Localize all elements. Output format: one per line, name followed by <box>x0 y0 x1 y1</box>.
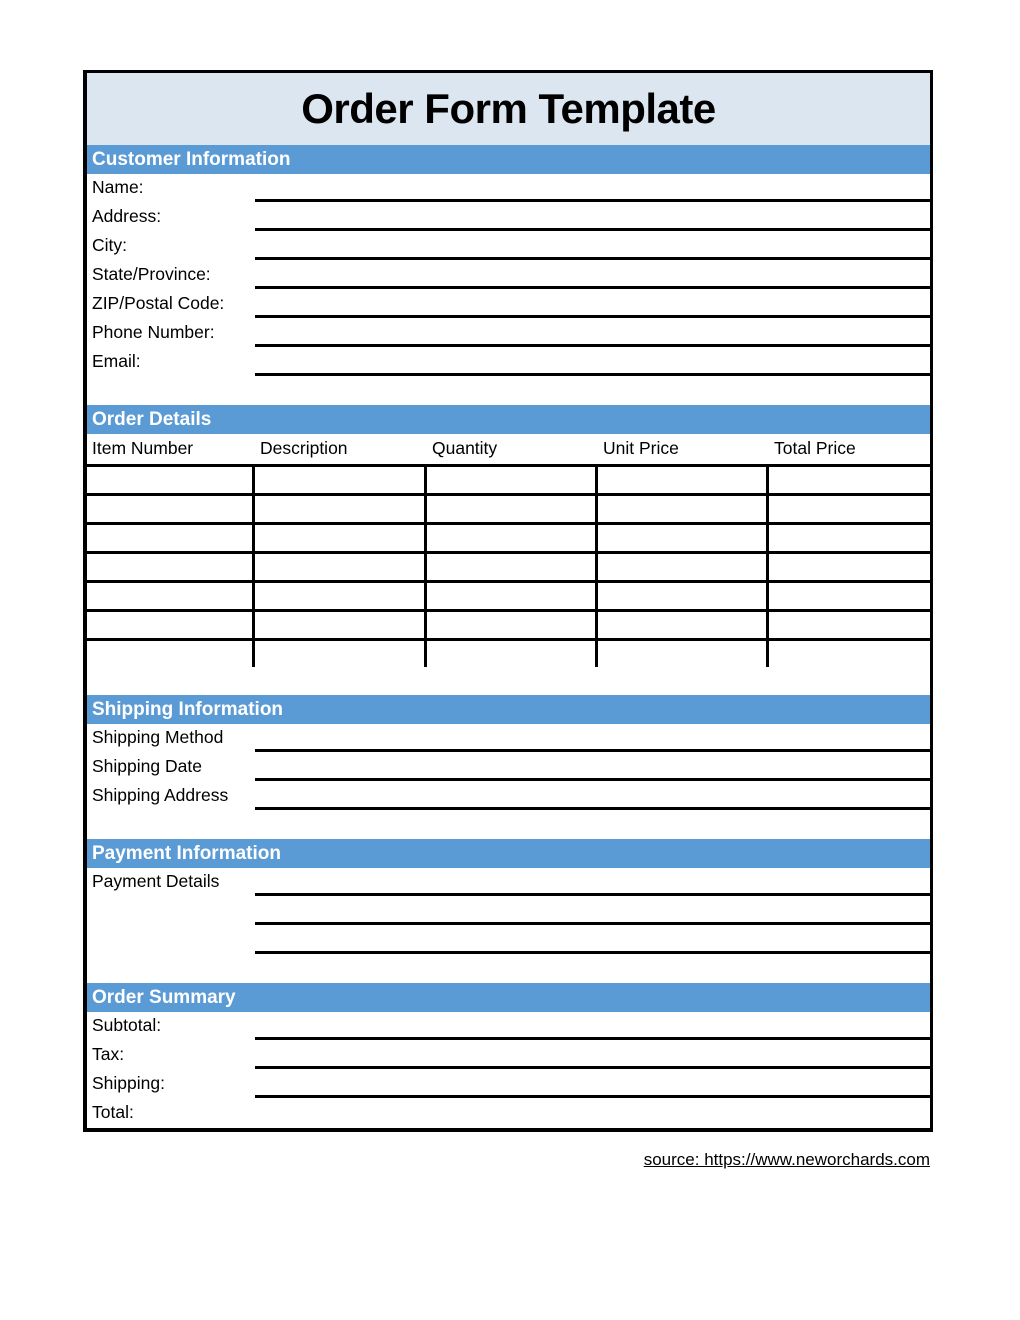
label-shipping-cost: Shipping: <box>92 1073 165 1093</box>
section-header-order-details <box>87 405 930 434</box>
input-address[interactable] <box>255 203 930 231</box>
cell-quantity[interactable] <box>427 641 598 667</box>
cell-item-number[interactable] <box>87 467 255 493</box>
cell-quantity[interactable] <box>427 525 598 551</box>
field-row-tax <box>87 1041 930 1070</box>
cell-item-number[interactable] <box>87 612 255 638</box>
cell-unit-price[interactable] <box>598 612 769 638</box>
cell-total-price[interactable] <box>769 496 930 522</box>
field-row-phone-number <box>87 319 930 348</box>
label-email: Email: <box>92 351 141 371</box>
field-row-shipping-date <box>87 753 930 782</box>
label-total: Total: <box>92 1102 134 1122</box>
field-row-shipping-address <box>87 782 930 811</box>
cell-total-price[interactable] <box>769 467 930 493</box>
payment-details-line-3 <box>87 926 930 955</box>
payment-gutter <box>87 897 255 926</box>
input-zip-postal-code[interactable] <box>255 290 930 318</box>
cell-total-price[interactable] <box>769 525 930 551</box>
label-name: Name: <box>92 177 144 197</box>
column-header-quantity: Quantity <box>432 438 498 459</box>
input-subtotal[interactable] <box>255 1012 930 1040</box>
source-attribution <box>83 1150 930 1170</box>
payment-details-line-2 <box>87 897 930 926</box>
field-row-shipping-cost <box>87 1070 930 1099</box>
page-title: Order Form Template <box>301 85 716 132</box>
input-shipping-cost[interactable] <box>255 1070 930 1098</box>
source-link[interactable]: source: https://www.neworchards.com <box>643 1150 930 1169</box>
label-subtotal: Subtotal: <box>92 1015 162 1035</box>
field-row-state-province <box>87 261 930 290</box>
field-row-name <box>87 174 930 203</box>
table-row <box>87 464 930 493</box>
input-shipping-date[interactable] <box>255 753 930 781</box>
field-row-shipping-method <box>87 724 930 753</box>
table-row <box>87 609 930 638</box>
input-total[interactable] <box>255 1099 930 1127</box>
input-shipping-address[interactable] <box>255 782 930 810</box>
input-state-province[interactable] <box>255 261 930 289</box>
column-header-item-number: Item Number <box>92 438 194 459</box>
cell-item-number[interactable] <box>87 496 255 522</box>
cell-description[interactable] <box>255 467 427 493</box>
field-row-subtotal <box>87 1012 930 1041</box>
section-header-shipping-information <box>87 695 930 724</box>
label-phone-number: Phone Number: <box>92 322 215 342</box>
order-details-header-row <box>87 434 930 464</box>
table-row <box>87 551 930 580</box>
section-title-customer-information: Customer Information <box>92 149 291 170</box>
section-header-payment-information <box>87 839 930 868</box>
label-shipping-method: Shipping Method <box>92 727 224 747</box>
field-row-payment-details <box>87 868 930 897</box>
cell-quantity[interactable] <box>427 612 598 638</box>
cell-quantity[interactable] <box>427 496 598 522</box>
table-row <box>87 522 930 551</box>
cell-item-number[interactable] <box>87 641 255 667</box>
cell-unit-price[interactable] <box>598 467 769 493</box>
section-header-order-summary <box>87 983 930 1012</box>
cell-item-number[interactable] <box>87 525 255 551</box>
label-address: Address: <box>92 206 162 226</box>
cell-description[interactable] <box>255 496 427 522</box>
input-shipping-method[interactable] <box>255 724 930 752</box>
section-header-customer-information <box>87 145 930 174</box>
form-title-bar <box>87 73 930 145</box>
field-row-total <box>87 1099 930 1128</box>
payment-gutter <box>87 926 255 955</box>
input-email[interactable] <box>255 348 930 376</box>
section-title-shipping-information: Shipping Information <box>92 699 284 720</box>
column-header-total-price: Total Price <box>774 438 856 459</box>
spacer-after-payment-information <box>87 955 930 983</box>
cell-unit-price[interactable] <box>598 583 769 609</box>
spacer-after-shipping-information <box>87 811 930 839</box>
label-payment-details: Payment Details <box>92 871 220 891</box>
input-payment-details-line-3[interactable] <box>255 926 930 954</box>
cell-quantity[interactable] <box>427 554 598 580</box>
section-title-order-summary: Order Summary <box>92 987 236 1008</box>
cell-description[interactable] <box>255 641 427 667</box>
label-state-province: State/Province: <box>92 264 211 284</box>
cell-description[interactable] <box>255 612 427 638</box>
cell-description[interactable] <box>255 554 427 580</box>
spacer-after-order-details <box>87 667 930 695</box>
field-row-zip-postal-code <box>87 290 930 319</box>
field-row-city <box>87 232 930 261</box>
column-header-description: Description <box>260 438 348 459</box>
cell-total-price[interactable] <box>769 641 930 667</box>
cell-unit-price[interactable] <box>598 554 769 580</box>
table-row <box>87 580 930 609</box>
input-tax[interactable] <box>255 1041 930 1069</box>
input-name[interactable] <box>255 174 930 202</box>
cell-unit-price[interactable] <box>598 641 769 667</box>
cell-item-number[interactable] <box>87 583 255 609</box>
field-row-address <box>87 203 930 232</box>
field-row-email <box>87 348 930 377</box>
label-tax: Tax: <box>92 1044 125 1064</box>
table-row <box>87 493 930 522</box>
input-phone-number[interactable] <box>255 319 930 347</box>
label-city: City: <box>92 235 127 255</box>
input-payment-details[interactable] <box>255 868 930 896</box>
order-form <box>83 70 933 1132</box>
section-title-payment-information: Payment Information <box>92 843 281 864</box>
cell-unit-price[interactable] <box>598 496 769 522</box>
cell-description[interactable] <box>255 525 427 551</box>
spacer-after-customer-information <box>87 377 930 405</box>
input-city[interactable] <box>255 232 930 260</box>
cell-total-price[interactable] <box>769 583 930 609</box>
input-payment-details-line-2[interactable] <box>255 897 930 925</box>
table-row <box>87 638 930 667</box>
label-shipping-address: Shipping Address <box>92 785 229 805</box>
cell-total-price[interactable] <box>769 612 930 638</box>
section-title-order-details: Order Details <box>92 409 212 430</box>
cell-description[interactable] <box>255 583 427 609</box>
cell-item-number[interactable] <box>87 554 255 580</box>
cell-quantity[interactable] <box>427 583 598 609</box>
cell-quantity[interactable] <box>427 467 598 493</box>
cell-total-price[interactable] <box>769 554 930 580</box>
label-shipping-date: Shipping Date <box>92 756 202 776</box>
label-zip-postal-code: ZIP/Postal Code: <box>92 293 225 313</box>
column-header-unit-price: Unit Price <box>603 438 679 459</box>
cell-unit-price[interactable] <box>598 525 769 551</box>
